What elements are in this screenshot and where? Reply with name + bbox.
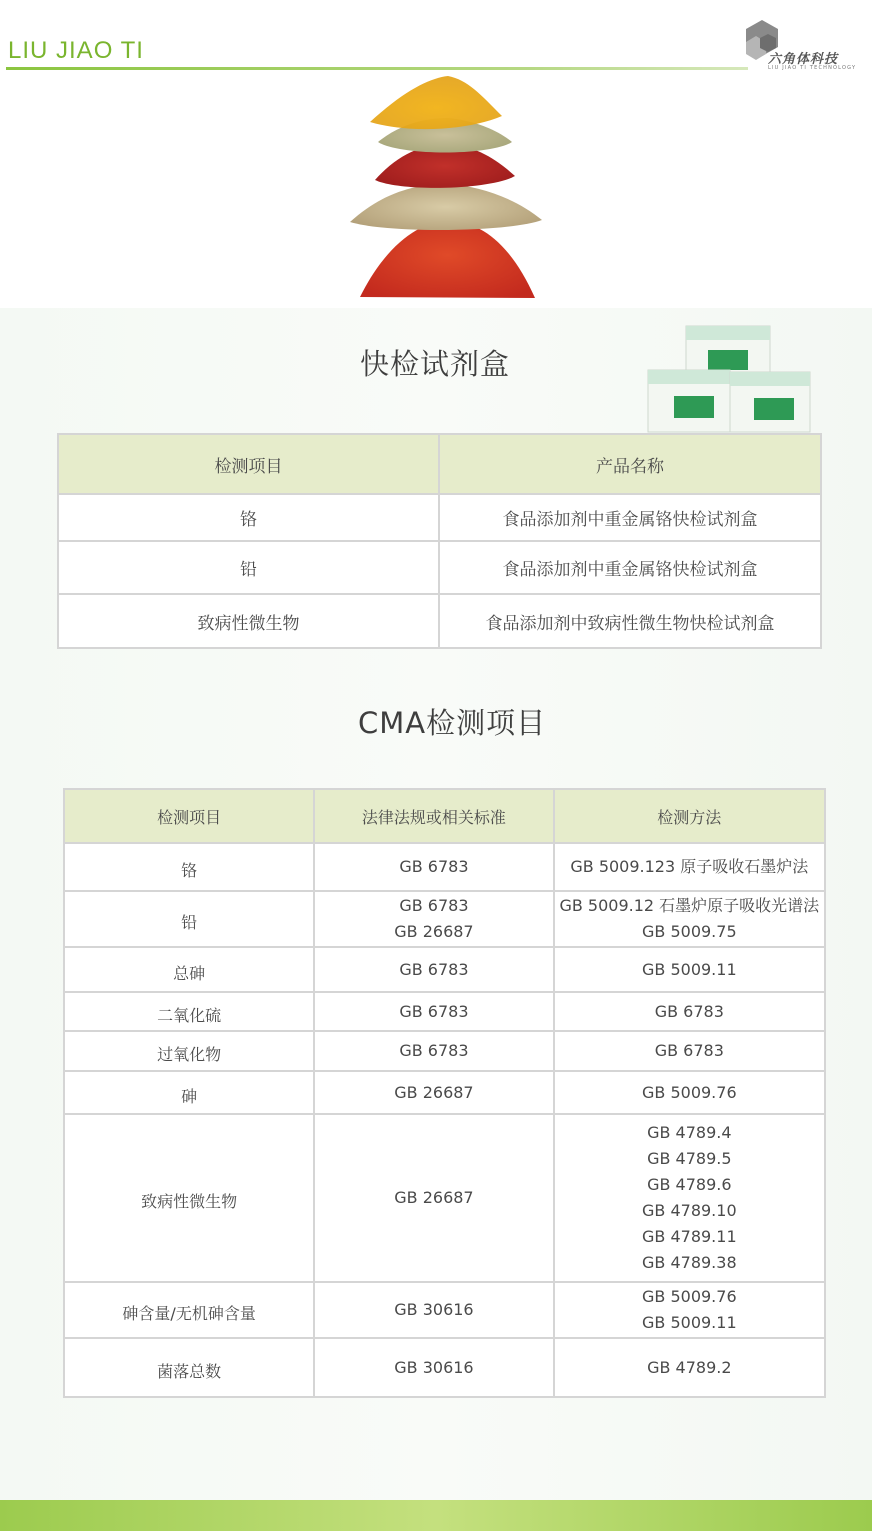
- table-row: [64, 1071, 825, 1114]
- method-line: GB 4789.2: [647, 1357, 732, 1377]
- quick-kits-title: 快检试剂盒: [360, 347, 511, 381]
- test-item-cell: 砷含量/无机砷含量: [64, 1282, 314, 1338]
- table-row: [64, 1031, 825, 1071]
- company-logo: [742, 18, 862, 74]
- method-line: GB 5009.11: [642, 959, 737, 979]
- standard-line: GB 26687: [394, 1082, 474, 1102]
- logo-english-name: LIU JIAO TI TECHNOLOGY: [768, 65, 857, 71]
- table-row: [58, 541, 821, 594]
- method-line: GB 5009.76: [642, 1287, 737, 1306]
- method-line: GB 4789.10: [642, 1201, 737, 1220]
- table-header-row: [58, 434, 821, 494]
- method-line: GB 4789.11: [642, 1227, 737, 1246]
- method-line: GB 5009.123 原子吸收石墨炉法: [570, 857, 809, 876]
- column-header: 法律法规或相关标准: [314, 789, 553, 843]
- method-line: GB 5009.11: [642, 1313, 737, 1332]
- standard-line: GB 26687: [394, 1188, 474, 1207]
- method-line: GB 4789.6: [647, 1175, 732, 1194]
- test-kit-boxes-image: [646, 322, 812, 434]
- standard-line: GB 6783: [399, 1041, 469, 1060]
- table-cell: 铅: [58, 541, 439, 594]
- column-header: 检测方法: [554, 789, 825, 843]
- test-item-cell: 总砷: [64, 947, 314, 992]
- standard-cell: [314, 1031, 553, 1071]
- standard-line: GB 6783: [399, 1001, 469, 1021]
- standard-line: GB 30616: [394, 1357, 474, 1377]
- method-line: GB 5009.76: [642, 1082, 737, 1102]
- method-cell: [554, 1338, 825, 1397]
- table-row: [64, 891, 825, 947]
- table-row: [64, 843, 825, 891]
- standard-cell: [314, 1338, 553, 1397]
- footer-bar: [0, 1500, 872, 1531]
- logo-chinese-name: 六角体科技: [768, 52, 839, 67]
- test-item-cell: 过氧化物: [64, 1031, 314, 1071]
- method-cell: [554, 1071, 825, 1114]
- header-divider: [6, 67, 748, 70]
- standard-line: GB 30616: [394, 1300, 474, 1319]
- standard-line: GB 26687: [394, 922, 474, 941]
- cma-table: [63, 788, 826, 1398]
- test-item-cell: 致病性微生物: [64, 1114, 314, 1282]
- table-row: [58, 494, 821, 541]
- table-row: [64, 947, 825, 992]
- method-cell: [554, 1114, 825, 1282]
- spice-pile-image: [330, 72, 560, 308]
- method-line: GB 4789.5: [647, 1149, 732, 1168]
- test-item-cell: 二氧化硫: [64, 992, 314, 1031]
- table-row: [64, 1338, 825, 1397]
- method-line: GB 5009.12 石墨炉原子吸收光谱法: [559, 896, 820, 915]
- table-cell: 食品添加剂中重金属铬快检试剂盒: [439, 494, 821, 541]
- standard-cell: [314, 1114, 553, 1282]
- table-row: [64, 992, 825, 1031]
- table-row: [64, 1114, 825, 1282]
- standard-line: GB 6783: [399, 857, 469, 876]
- method-cell: [554, 947, 825, 992]
- quick-kits-table: [57, 433, 822, 649]
- standard-cell: [314, 947, 553, 992]
- test-item-cell: 菌落总数: [64, 1338, 314, 1397]
- standard-cell: [314, 891, 553, 947]
- table-cell: 铬: [58, 494, 439, 541]
- table-cell: 致病性微生物: [58, 594, 439, 648]
- method-line: GB 4789.4: [647, 1123, 732, 1142]
- method-line: GB 4789.38: [642, 1253, 737, 1272]
- method-line: GB 6783: [654, 1041, 724, 1060]
- table-cell: 食品添加剂中致病性微生物快检试剂盒: [439, 594, 821, 648]
- standard-cell: [314, 843, 553, 891]
- standard-cell: [314, 992, 553, 1031]
- table-header-row: [64, 789, 825, 843]
- method-cell: [554, 1031, 825, 1071]
- test-item-cell: 砷: [64, 1071, 314, 1114]
- column-header: 检测项目: [64, 789, 314, 843]
- method-cell: [554, 1282, 825, 1338]
- test-item-cell: 铅: [64, 891, 314, 947]
- standard-cell: [314, 1071, 553, 1114]
- method-cell: [554, 992, 825, 1031]
- table-row: [64, 1282, 825, 1338]
- method-line: GB 5009.75: [642, 922, 737, 941]
- test-item-cell: 铬: [64, 843, 314, 891]
- method-cell: [554, 891, 825, 947]
- method-cell: [554, 843, 825, 891]
- standard-line: GB 6783: [399, 896, 469, 915]
- method-line: GB 6783: [654, 1001, 724, 1021]
- table-cell: 食品添加剂中重金属铬快检试剂盒: [439, 541, 821, 594]
- standard-cell: [314, 1282, 553, 1338]
- brand-wordmark: LIU JIAO TI: [8, 37, 144, 64]
- cma-title: CMA检测项目: [358, 706, 547, 740]
- column-header: 产品名称: [439, 434, 821, 494]
- column-header: 检测项目: [58, 434, 439, 494]
- table-row: [58, 594, 821, 648]
- standard-line: GB 6783: [399, 959, 469, 979]
